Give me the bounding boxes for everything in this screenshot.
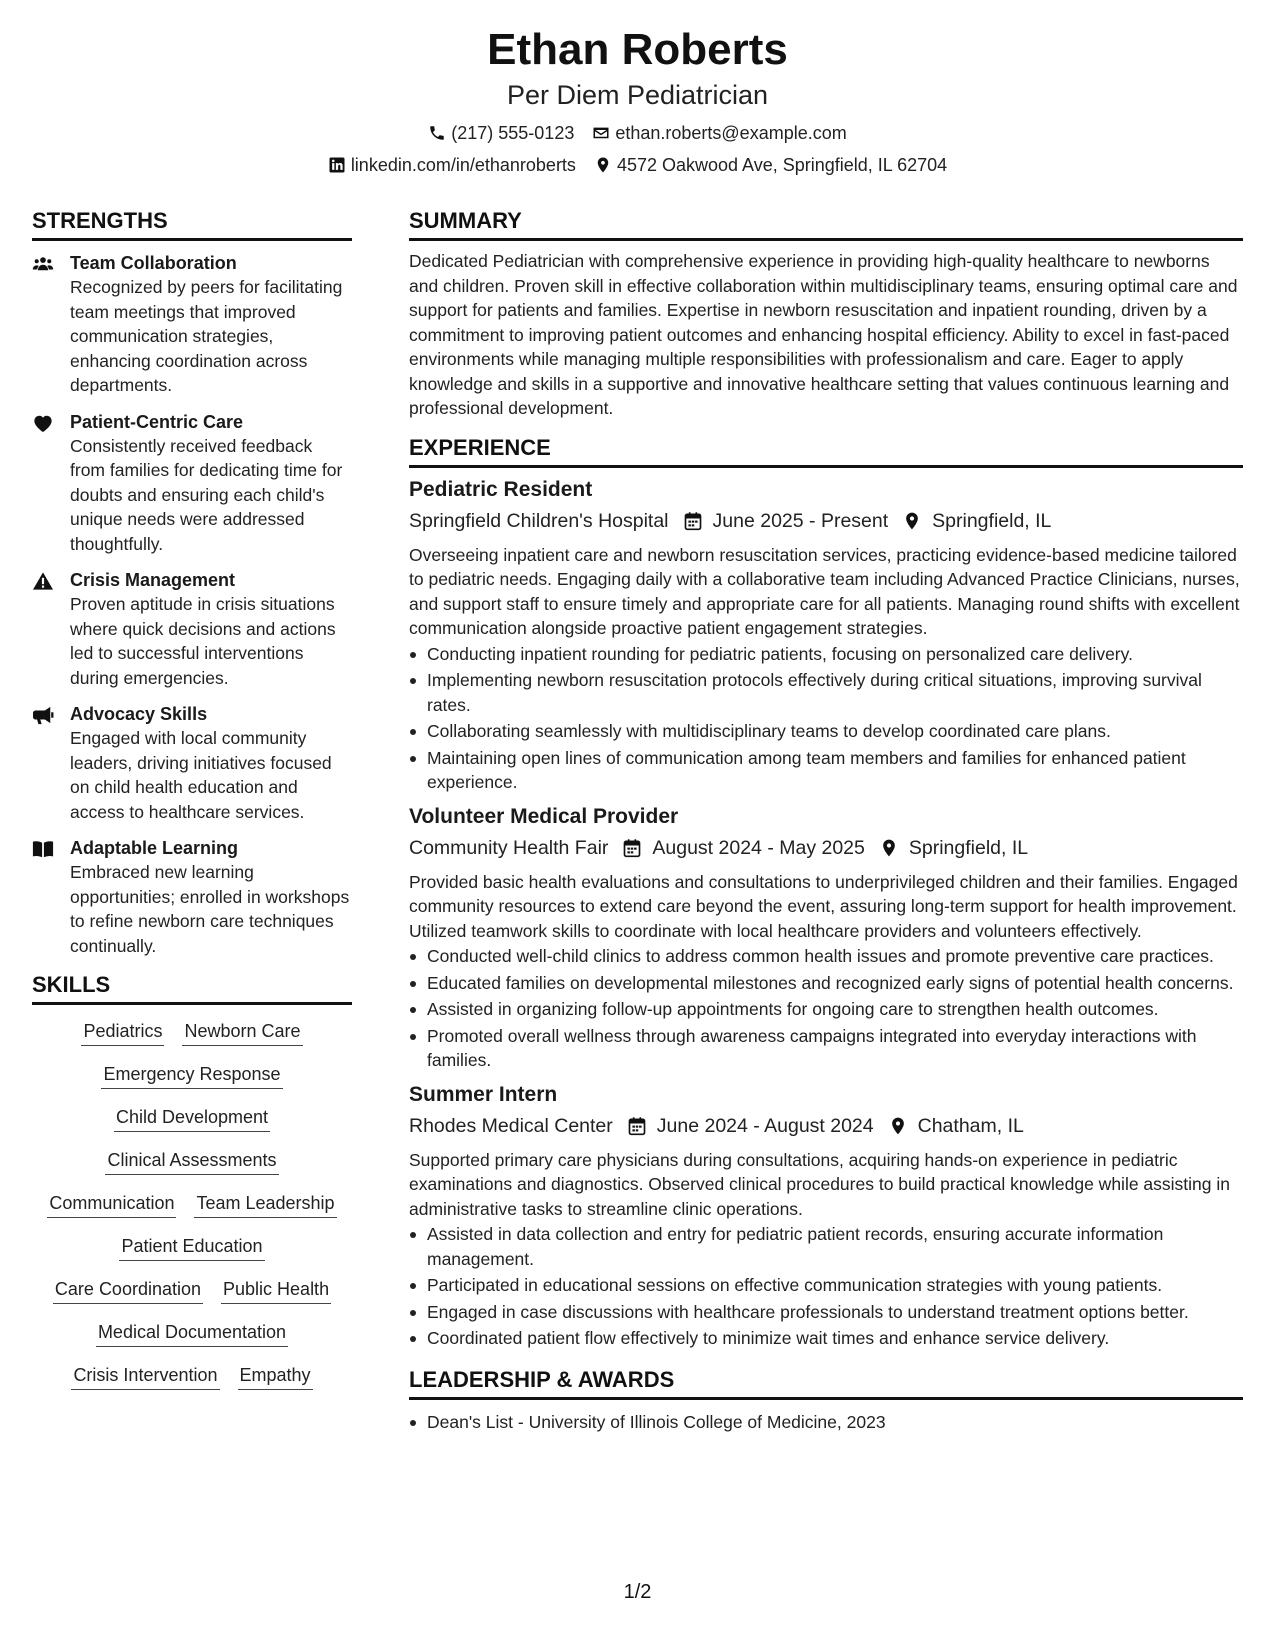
list-item: Maintaining open lines of communication among team members and families for enhanced patient experience.: [409, 746, 1243, 795]
strength-description: Embraced new learning opportunities; enrolled in workshops to refine newborn care techniques continually.: [70, 862, 350, 956]
strength-description: Consistently received feedback from families for dedicating time for doubts and ensuring each child's unique needs were addressed thoughtfully.: [70, 435, 343, 554]
list-item: Implementing newborn resuscitation protocols effectively during critical situations, improving survival rates.: [409, 668, 1243, 717]
calendar-icon: [683, 511, 703, 531]
list-item: Participated in educational sessions on effective communication strategies with young patients.: [409, 1273, 1243, 1298]
email-contact[interactable]: [592, 121, 846, 145]
job-entry: [409, 1081, 1243, 1351]
job-description: Overseeing inpatient care and newborn resuscitation services, practicing evidence-based medicine tailored to pediatric needs. Engaging daily with a collaborative team including Advanced Practice Clinicians, nurses, and support staff to ensure timely and appropriate care for all patients. Managing round shifts with excellent communication alongside proactive patient engagement strategies.: [409, 544, 1240, 638]
job-title: Pediatric Resident: [409, 477, 593, 501]
job-meta: [409, 834, 1243, 862]
linkedin-icon: [328, 156, 346, 174]
megaphone-icon: [32, 705, 54, 725]
job-organization: Community Health Fair: [409, 836, 609, 859]
warning-icon: [32, 571, 54, 591]
linkedin-text[interactable]: linkedin.com/in/ethanroberts: [350, 155, 576, 175]
skill-tag: Clinical Assessments: [105, 1148, 278, 1175]
job-dates: August 2024 - May 2025: [652, 836, 865, 859]
summary-text: Dedicated Pediatrician with comprehensive experience in providing high-quality healthcare to newborns and children. Proven skill in effective collaboration within multidisciplinary teams, ensuring optimal care and support for patients and families. Expertise in newborn resuscitation and inpatient rounding, driven by a commitment to improving patient outcomes and enhancing hospital efficiency. Ability to excel in fast-paced environments while managing multiple responsibilities with professionalism and care. Eager to apply knowledge and skills in a supportive and innovative healthcare setting that values continuous learning and professional development.: [409, 251, 1238, 418]
summary-heading: SUMMARY: [409, 206, 1243, 241]
job-meta: [409, 507, 1243, 535]
strength-item: [32, 410, 352, 557]
users-icon: [32, 254, 54, 274]
job-location: Springfield, IL: [932, 509, 1052, 532]
skills-heading: SKILLS: [32, 970, 352, 1005]
list-item: Engaged in case discussions with healthcare professionals to understand treatment options better.: [409, 1300, 1243, 1325]
job-bullets: [409, 944, 1243, 1073]
contact-row-1: [0, 121, 1275, 145]
skill-tag: Team Leadership: [194, 1191, 336, 1218]
book-icon: [32, 839, 54, 859]
job-title: Volunteer Medical Provider: [409, 804, 679, 828]
strength-description: Proven aptitude in crisis situations where quick decisions and actions led to successful interventions during emergencies.: [70, 594, 336, 688]
skill-tag: Communication: [47, 1191, 176, 1218]
job-description: Supported primary care physicians during consultations, acquiring hands-on experience in pediatric examinations and diagnostics. Observed clinical procedures to build practical knowledge while assisting in administrative tasks to streamline clinic operations.: [409, 1149, 1230, 1219]
job-meta: [409, 1112, 1243, 1140]
skill-tag: Empathy: [238, 1363, 313, 1390]
candidate-name: Ethan Roberts: [487, 25, 788, 74]
list-item: Dean's List - University of Illinois College of Medicine, 2023: [409, 1410, 1243, 1435]
left-column: [32, 206, 352, 1406]
skill-tag: Crisis Intervention: [71, 1363, 219, 1390]
phone-contact: [428, 121, 574, 145]
list-item: Promoted overall wellness through awareness campaigns integrated into everyday interactions with families.: [409, 1024, 1243, 1073]
skill-tag: Public Health: [221, 1277, 331, 1304]
resume-header: [0, 22, 1275, 177]
skill-tag: Newborn Care: [182, 1019, 302, 1046]
list-item: Assisted in data collection and entry for pediatric patient records, ensuring accurate information management.: [409, 1222, 1243, 1271]
skill-tag: Care Coordination: [53, 1277, 203, 1304]
strength-item: [32, 836, 352, 958]
phone-icon: [428, 124, 446, 142]
map-pin-icon: [594, 156, 612, 174]
strength-title: Crisis Management: [70, 570, 236, 590]
map-pin-icon: [888, 1116, 908, 1136]
skill-tag: Emergency Response: [101, 1062, 282, 1089]
strength-item: [32, 251, 352, 398]
list-item: Conducted well-child clinics to address common health issues and promote preventive care practices.: [409, 944, 1243, 969]
linkedin-contact[interactable]: [328, 153, 576, 177]
job-description: Provided basic health evaluations and consultations to underprivileged children and their families. Engaged community resources to extend care beyond the event, assuring long-term support for health improvement. Utilized teamwork skills to coordinate with local healthcare providers and volunteers effectively.: [409, 871, 1238, 941]
job-dates: June 2025 - Present: [712, 509, 889, 532]
contact-row-2: [0, 153, 1275, 177]
address-text: 4572 Oakwood Ave, Springfield, IL 62704: [616, 155, 948, 175]
job-title: Summer Intern: [409, 1082, 558, 1106]
map-pin-icon: [879, 838, 899, 858]
phone-text: (217) 555-0123: [451, 123, 575, 143]
email-text[interactable]: ethan.roberts@example.com: [615, 123, 847, 143]
strength-title: Patient-Centric Care: [70, 411, 244, 432]
calendar-icon: [627, 1116, 647, 1136]
job-entry: [409, 803, 1243, 1073]
list-item: Coordinated patient flow effectively to minimize wait times and enhance service delivery.: [409, 1326, 1243, 1351]
map-pin-icon: [902, 511, 922, 531]
candidate-role: Per Diem Pediatrician: [506, 80, 769, 110]
strength-description: Recognized by peers for facilitating team meetings that improved communication strategies, enhancing coordination across departments.: [70, 277, 343, 395]
list-item: Educated families on developmental milestones and recognized early signs of potential health concerns.: [409, 971, 1243, 996]
job-organization: Springfield Children's Hospital: [409, 509, 669, 532]
strength-title: Advocacy Skills: [70, 704, 208, 724]
right-column: [409, 206, 1243, 1436]
page-number: 1/2: [623, 1581, 652, 1603]
job-location: Chatham, IL: [917, 1114, 1024, 1137]
awards-list: [409, 1410, 1243, 1435]
skill-tag: Medical Documentation: [96, 1320, 288, 1347]
list-item: Assisted in organizing follow-up appointments for ongoing care to strengthen health outcomes.: [409, 997, 1243, 1022]
strengths-heading: STRENGTHS: [32, 206, 352, 241]
heart-icon: [32, 413, 54, 433]
skill-tag: Pediatrics: [81, 1019, 164, 1046]
envelope-icon: [592, 124, 610, 142]
job-entry: [409, 476, 1243, 795]
calendar-icon: [622, 838, 642, 858]
address-contact: [594, 153, 947, 177]
skill-tag: Patient Education: [119, 1234, 264, 1261]
strength-item: [32, 702, 352, 824]
awards-heading: LEADERSHIP & AWARDS: [409, 1365, 1243, 1400]
skill-tag: Child Development: [114, 1105, 270, 1132]
skills-list: [32, 1019, 352, 1390]
job-dates: June 2024 - August 2024: [656, 1114, 874, 1137]
job-bullets: [409, 1222, 1243, 1351]
strength-title: Adaptable Learning: [70, 838, 239, 858]
list-item: Collaborating seamlessly with multidisciplinary teams to develop coordinated care plans.: [409, 719, 1243, 744]
strength-description: Engaged with local community leaders, driving initiatives focused on child health education and access to healthcare services.: [70, 728, 332, 822]
strength-title: Team Collaboration: [70, 253, 237, 273]
job-bullets: [409, 642, 1243, 795]
experience-heading: EXPERIENCE: [409, 433, 1243, 468]
job-location: Springfield, IL: [908, 836, 1029, 859]
strength-item: [32, 568, 352, 690]
list-item: Conducting inpatient rounding for pediatric patients, focusing on personalized care delivery.: [409, 642, 1243, 667]
strengths-list: [32, 251, 352, 958]
job-organization: Rhodes Medical Center: [409, 1114, 613, 1137]
